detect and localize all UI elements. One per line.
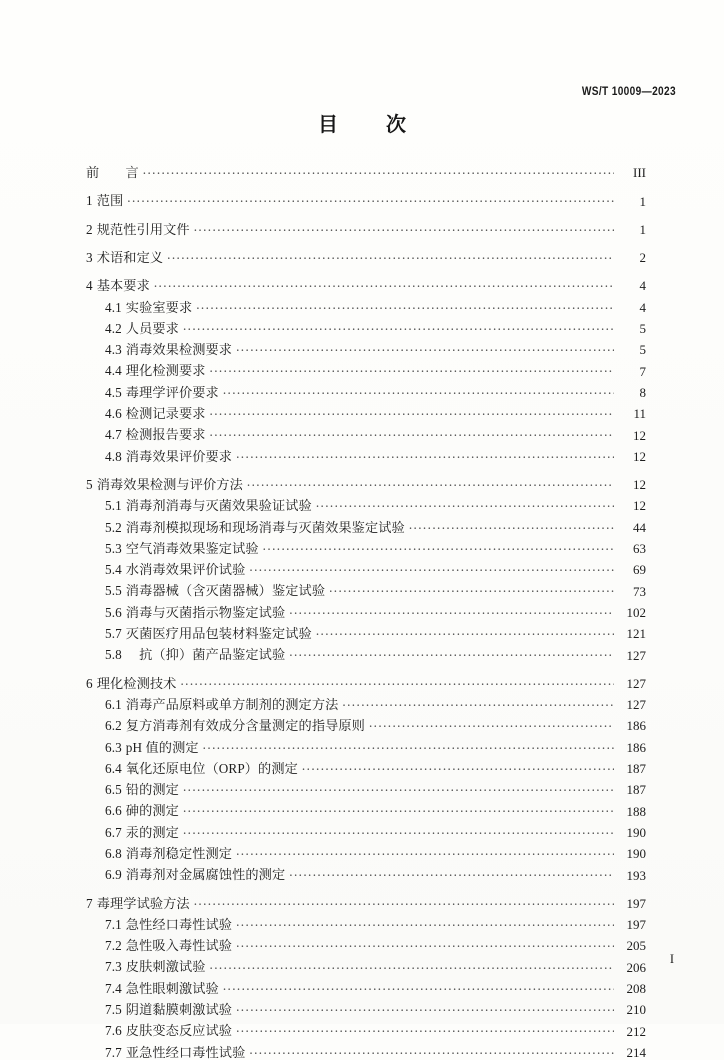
toc-leader-dots <box>223 383 614 396</box>
toc-entry-label <box>105 741 199 754</box>
toc-entry-number: 5.7 <box>105 626 122 642</box>
toc-entry-label <box>105 826 179 839</box>
toc-leader-dots <box>210 958 614 971</box>
page-title: 目 次 <box>318 114 420 136</box>
toc-entry-number: 3 <box>86 249 93 265</box>
toc-entry-title: 术语和定义 <box>96 249 164 265</box>
toc-entry-label <box>105 847 232 860</box>
toc-entry-label <box>86 897 190 910</box>
toc-entry-label <box>105 868 285 881</box>
toc-entry[interactable] <box>86 952 646 973</box>
toc-entry-label <box>105 364 206 377</box>
toc-entry[interactable] <box>86 470 646 491</box>
toc-entry-number: 1 <box>86 193 93 209</box>
toc-entry-title: 理化检测要求 <box>125 363 206 379</box>
toc-entry-title: 消毒产品原料或单方制剂的测定方法 <box>125 696 339 712</box>
toc-entry-title: 急性经口毒性试验 <box>125 916 233 932</box>
toc-entry-title: 消毒剂消毒与灭菌效果验证试验 <box>125 498 312 514</box>
toc-entry-number: 6.8 <box>105 846 122 861</box>
toc-entry[interactable] <box>86 775 646 796</box>
toc-leader-dots <box>316 624 614 637</box>
toc-leader-dots <box>154 276 614 289</box>
toc-entry[interactable] <box>86 335 646 356</box>
toc-leader-dots <box>236 915 614 928</box>
toc-entry-title: 抗（抑）菌产品鉴定试验 <box>125 647 286 663</box>
toc-entry-title: 皮肤变态反应试验 <box>125 1023 233 1039</box>
toc-entry-page-number: 5 <box>639 321 646 337</box>
toc-entry-number: 5.6 <box>105 604 122 620</box>
toc-entry[interactable] <box>86 243 646 264</box>
toc-entry-page-number: 12 <box>633 448 646 464</box>
toc-entry-label <box>105 563 245 576</box>
toc-leader-dots <box>210 361 614 374</box>
toc-entry[interactable] <box>86 378 646 399</box>
toc-entry[interactable] <box>86 555 646 576</box>
toc-entry-label <box>86 279 150 292</box>
toc-entry-label <box>86 677 176 690</box>
toc-entry-label <box>86 478 243 491</box>
toc-entry-title: 氧化还原电位（ORP）的测定 <box>125 760 298 776</box>
toc-entry[interactable] <box>86 271 646 292</box>
toc-entry-title: 消毒效果检测要求 <box>125 342 233 358</box>
toc-entry-number: 6.2 <box>105 718 122 734</box>
toc-entry-number: 7.7 <box>105 1044 122 1060</box>
toc-entry-number: 2 <box>86 221 93 237</box>
toc-entry-page-number: 8 <box>639 384 646 400</box>
toc-entry-number: 6 <box>86 675 93 691</box>
toc-entry-page-number: 193 <box>626 867 646 883</box>
toc-entry-page-number: 121 <box>626 626 646 642</box>
toc-leader-dots <box>249 1043 614 1056</box>
toc-leader-dots <box>236 1021 614 1034</box>
toc-entry-title: 范围 <box>96 193 124 209</box>
toc-entry-page-number: 190 <box>626 846 646 862</box>
toc-entry-number: 4.3 <box>105 342 122 358</box>
toc-entry[interactable] <box>86 796 646 817</box>
toc-entry-label <box>105 301 192 314</box>
toc-entry-page-number: 73 <box>633 583 646 599</box>
toc-entry-number: 5.3 <box>105 540 122 556</box>
toc-entry-label <box>86 251 163 264</box>
toc-entry-number: 5.2 <box>105 519 122 535</box>
toc-entry[interactable] <box>86 534 646 555</box>
toc-entry[interactable] <box>86 732 646 753</box>
toc-entry-number: 6.3 <box>105 739 122 755</box>
toc-entry-label <box>105 1003 232 1016</box>
toc-entry-title: 消毒效果评价要求 <box>125 448 233 464</box>
toc-leader-dots <box>236 936 614 949</box>
toc-leader-dots <box>289 645 614 658</box>
toc-entry-title: 理化检测技术 <box>96 675 177 691</box>
toc-entry-number: 5.5 <box>105 583 122 599</box>
toc-entry-page-number: 187 <box>626 761 646 777</box>
toc-leader-dots <box>369 716 614 729</box>
toc-entry[interactable] <box>86 576 646 597</box>
toc-entry-title: 空气消毒效果鉴定试验 <box>125 540 259 556</box>
toc-entry-page-number: 127 <box>626 697 646 713</box>
toc-entry[interactable] <box>86 314 646 335</box>
toc-entry[interactable] <box>86 399 646 420</box>
toc-leader-dots <box>127 191 614 204</box>
toc-entry[interactable] <box>86 754 646 775</box>
toc-entry-page-number: 186 <box>626 739 646 755</box>
toc-entry[interactable] <box>86 860 646 881</box>
toc-entry-label <box>105 450 232 463</box>
footer-page-number: I <box>669 952 674 966</box>
toc-entry-number: 7.3 <box>105 959 122 975</box>
toc-entry-page-number: 69 <box>633 562 646 578</box>
toc-leader-dots <box>316 496 614 509</box>
toc-leader-dots <box>194 894 614 907</box>
toc-entry[interactable] <box>86 910 646 931</box>
toc-entry[interactable] <box>86 839 646 860</box>
toc-entry-page-number: 102 <box>626 604 646 620</box>
toc-entry-page-number: 4 <box>639 299 646 315</box>
toc-leader-dots <box>247 475 614 488</box>
toc-entry-number: 4 <box>86 278 93 294</box>
toc-entry-page-number: 212 <box>626 1023 646 1039</box>
toc-entry-title: 急性吸入毒性试验 <box>125 938 233 954</box>
toc-entry-title: 铅的测定 <box>125 782 179 798</box>
toc-entry-page-number: 197 <box>626 895 646 911</box>
toc-entry-number: 4.6 <box>105 406 122 422</box>
toc-entry[interactable] <box>86 640 646 661</box>
toc-entry[interactable] <box>86 818 646 839</box>
toc-entry-number: 7.4 <box>105 980 122 996</box>
toc-entry[interactable] <box>86 491 646 512</box>
toc-leader-dots <box>223 979 614 992</box>
toc-entry-page-number: 2 <box>639 250 646 266</box>
toc-entry-title: 人员要求 <box>125 320 179 336</box>
toc-entry[interactable] <box>86 158 646 179</box>
toc-entry-page-number: 11 <box>633 406 646 422</box>
toc-entry-title: 皮肤刺激试验 <box>125 959 206 975</box>
toc-entry-page-number: 4 <box>639 278 646 294</box>
toc-leader-dots <box>249 560 614 573</box>
toc-entry-page-number: 12 <box>633 498 646 514</box>
toc-entry[interactable] <box>86 931 646 952</box>
toc-entry-number: 7.6 <box>105 1023 122 1039</box>
toc-entry-number: 5.8 <box>105 647 122 663</box>
toc-entry[interactable] <box>86 889 646 910</box>
toc-entry-title: 复方消毒剂有效成分含量测定的指导原则 <box>125 718 365 734</box>
toc-entry-number: 5.1 <box>105 498 122 514</box>
toc-entry-label <box>105 982 219 995</box>
toc-entry-title: 毒理学试验方法 <box>96 895 190 911</box>
toc-entry-page-number: 210 <box>626 1002 646 1018</box>
toc-entry[interactable] <box>86 711 646 732</box>
table-of-contents <box>86 158 646 1059</box>
toc-entry-page-number: 190 <box>626 824 646 840</box>
toc-entry-number: 7.5 <box>105 1002 122 1018</box>
toc-entry-title: 消毒器械（含灭菌器械）鉴定试验 <box>125 583 326 599</box>
toc-entry-label <box>105 804 179 817</box>
toc-entry-title: 消毒与灭菌指示物鉴定试验 <box>125 604 286 620</box>
toc-leader-dots <box>183 319 614 332</box>
toc-entry-label <box>105 428 206 441</box>
toc-entry-title: 基本要求 <box>96 278 150 294</box>
toc-entry-label <box>105 960 206 973</box>
toc-entry-page-number: 188 <box>626 803 646 819</box>
toc-leader-dots <box>263 539 614 552</box>
toc-entry-title: 汞的测定 <box>125 824 179 840</box>
toc-leader-dots <box>236 844 614 857</box>
toc-entry-label <box>105 584 325 597</box>
toc-entry-title: 亚急性经口毒性试验 <box>125 1044 246 1060</box>
toc-entry[interactable] <box>86 292 646 313</box>
toc-entry[interactable] <box>86 1016 646 1037</box>
toc-entry[interactable] <box>86 598 646 619</box>
toc-entry[interactable] <box>86 356 646 377</box>
toc-entry[interactable] <box>86 512 646 533</box>
toc-entry-label <box>105 343 232 356</box>
toc-leader-dots <box>236 340 614 353</box>
toc-entry-number: 6.1 <box>105 696 122 712</box>
toc-entry[interactable] <box>86 442 646 463</box>
toc-entry-title: 砷的测定 <box>125 803 179 819</box>
toc-entry-page-number: 5 <box>639 342 646 358</box>
toc-entry-label <box>105 322 179 335</box>
toc-entry-page-number: 12 <box>633 427 646 443</box>
toc-entry-page-number: 127 <box>626 647 646 663</box>
toc-leader-dots <box>194 220 614 233</box>
toc-entry-page-number: 205 <box>626 938 646 954</box>
toc-entry-label <box>105 386 219 399</box>
toc-entry-label <box>105 407 206 420</box>
toc-entry-title: 消毒剂稳定性测定 <box>125 846 233 861</box>
toc-entry[interactable] <box>86 619 646 640</box>
toc-entry-label <box>105 648 285 661</box>
toc-entry-label <box>105 521 405 534</box>
toc-leader-dots <box>203 738 614 751</box>
standard-number-header: WS/T 10009—2023 <box>581 86 676 98</box>
toc-entry-page-number: 44 <box>633 519 646 535</box>
toc-entry-number: 6.7 <box>105 824 122 840</box>
toc-entry-page-number: 208 <box>626 980 646 996</box>
toc-entry-page-number: 214 <box>626 1044 646 1060</box>
toc-entry-title: 阴道黏膜刺激试验 <box>125 1002 233 1018</box>
toc-entry-title: 急性眼刺激试验 <box>125 980 219 996</box>
toc-entry-number: 5.4 <box>105 562 122 578</box>
toc-leader-dots <box>180 674 614 687</box>
toc-leader-dots <box>183 823 614 836</box>
toc-entry-number: 6.6 <box>105 803 122 819</box>
toc-leader-dots <box>167 248 614 261</box>
toc-entry-page-number: 1 <box>639 193 646 209</box>
toc-leader-dots <box>289 865 614 878</box>
toc-entry-page-number: 187 <box>626 782 646 798</box>
toc-entry-number: 7 <box>86 895 93 911</box>
toc-leader-dots <box>210 425 614 438</box>
toc-entry-page-number: 7 <box>639 363 646 379</box>
toc-entry-label <box>105 719 365 732</box>
toc-entry-page-number: 1 <box>639 221 646 237</box>
toc-leader-dots <box>236 1000 614 1013</box>
toc-leader-dots <box>143 163 614 176</box>
toc-entry-label <box>105 606 285 619</box>
toc-entry[interactable] <box>86 995 646 1016</box>
toc-entry-number: 4.1 <box>105 299 122 315</box>
toc-entry[interactable] <box>86 186 646 207</box>
toc-entry-label <box>105 939 232 952</box>
toc-entry-number: 7.2 <box>105 938 122 954</box>
toc-entry-label <box>86 223 190 236</box>
toc-entry-label <box>105 499 312 512</box>
toc-entry[interactable] <box>86 974 646 995</box>
toc-entry-number: 4.4 <box>105 363 122 379</box>
toc-entry-number: 6.9 <box>105 867 122 883</box>
toc-entry-page-number: III <box>633 165 646 181</box>
toc-leader-dots <box>329 581 614 594</box>
toc-entry-page-number: 12 <box>633 477 646 493</box>
toc-entry[interactable] <box>86 1038 646 1059</box>
toc-entry-label <box>105 698 338 711</box>
toc-leader-dots <box>342 695 614 708</box>
toc-entry[interactable] <box>86 690 646 711</box>
toc-entry-label: 前 言 <box>86 165 139 181</box>
toc-leader-dots <box>183 780 614 793</box>
toc-entry-title: 水消毒效果评价试验 <box>125 562 246 578</box>
toc-entry-title: 检测报告要求 <box>125 427 206 443</box>
toc-entry-number: 6.5 <box>105 782 122 798</box>
toc-entry-title: 毒理学评价要求 <box>125 384 219 400</box>
toc-entry-title: pH 值的测定 <box>125 739 199 755</box>
toc-entry-page-number: 206 <box>626 959 646 975</box>
toc-entry-title: 检测记录要求 <box>125 406 206 422</box>
toc-entry-number: 6.4 <box>105 760 122 776</box>
toc-entry-label <box>105 783 179 796</box>
toc-entry-page-number: 186 <box>626 718 646 734</box>
toc-entry[interactable] <box>86 669 646 690</box>
toc-entry[interactable] <box>86 420 646 441</box>
toc-entry-page-number: 63 <box>633 541 646 557</box>
toc-entry[interactable] <box>86 215 646 236</box>
toc-entry-label <box>105 542 259 555</box>
toc-entry-number: 5 <box>86 476 93 492</box>
toc-entry-label <box>105 762 298 775</box>
toc-entry-number: 7.1 <box>105 916 122 932</box>
toc-entry-label <box>105 1046 245 1059</box>
toc-entry-title: 消毒效果检测与评价方法 <box>96 476 243 492</box>
toc-entry-title: 消毒剂模拟现场和现场消毒与灭菌效果鉴定试验 <box>125 519 405 535</box>
toc-entry-title: 规范性引用文件 <box>96 221 190 237</box>
toc-leader-dots <box>210 404 614 417</box>
toc-entry-title: 灭菌医疗用品包装材料鉴定试验 <box>125 626 312 642</box>
toc-entry-title: 消毒剂对金属腐蚀性的测定 <box>125 867 286 883</box>
toc-entry-label <box>105 1024 232 1037</box>
toc-leader-dots <box>302 759 614 772</box>
toc-leader-dots <box>236 447 614 460</box>
toc-leader-dots <box>196 298 614 311</box>
toc-entry-title: 实验室要求 <box>125 299 193 315</box>
toc-entry-label <box>105 918 232 931</box>
toc-entry-page-number: 197 <box>626 917 646 933</box>
toc-leader-dots <box>183 801 614 814</box>
toc-entry-number: 4.2 <box>105 320 122 336</box>
toc-leader-dots <box>289 603 614 616</box>
toc-entry-page-number: 127 <box>626 675 646 691</box>
toc-entry-number: 4.7 <box>105 427 122 443</box>
toc-leader-dots <box>409 518 614 531</box>
toc-entry-number: 4.8 <box>105 448 122 464</box>
toc-entry-label <box>105 627 312 640</box>
toc-entry-label <box>86 194 123 207</box>
toc-entry-number: 4.5 <box>105 384 122 400</box>
